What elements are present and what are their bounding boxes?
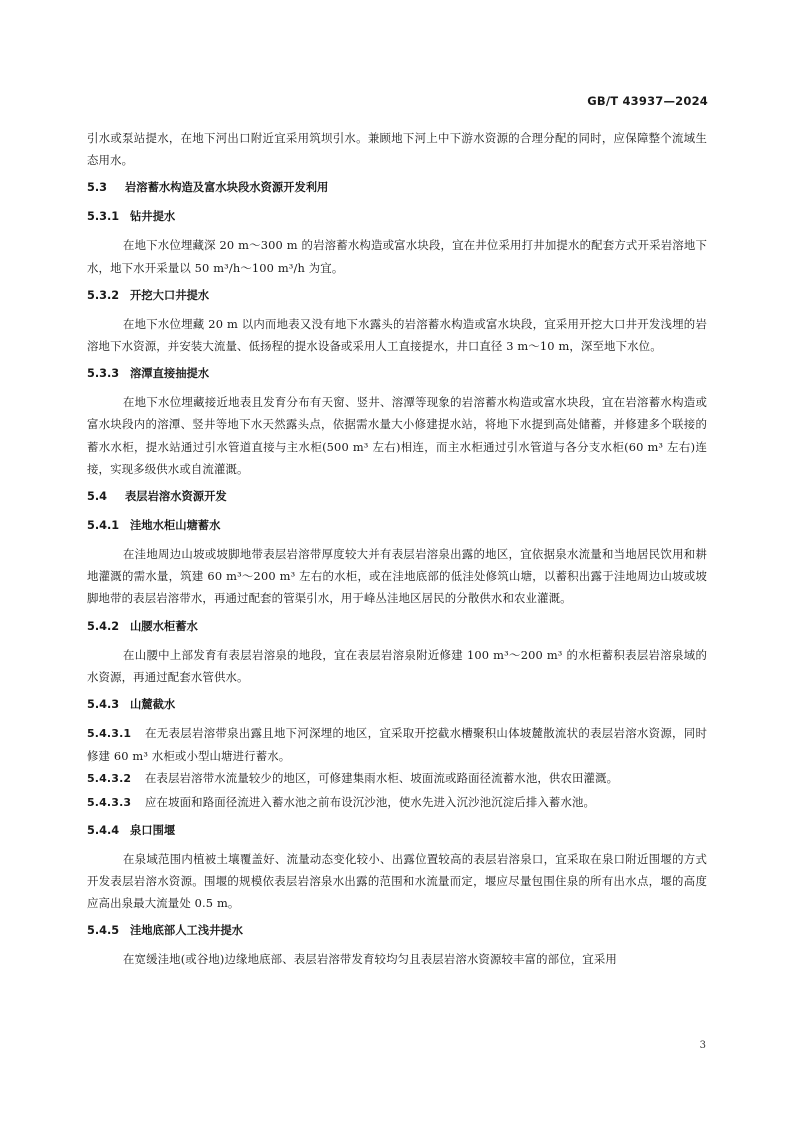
section-5-3-3-text: 在地下水位埋藏接近地表且发育分布有天窗、竖井、溶潭等现象的岩溶蓄水构造或富水块段，宜在岩溶蓄水构造或富水块段内的溶潭、竖井等地下水天然露头点，依据需水量大小修建提水站，将地下水提到高处储蓄，并修建多个联接的蓄水水柜，提水站通过引水管道直接与主水柜(500 m³ 左右)相连，而主水柜通过引水管道与各分支水柜(60 m³ 左右)连接，实现多级供水或自流灌溉。 (87, 395, 707, 476)
clause-text: 在无表层岩溶带泉出露且地下河深埋的地区，宜采取开挖截水槽聚积山体坡麓散流状的表层岩溶水资源，同时修建 60 m³ 水柜或小型山塘进行蓄水。 (87, 726, 707, 764)
section-5-4-4-heading (87, 822, 707, 840)
section-5-4-5-text: 在宽缓洼地(或谷地)边缘地底部、表层岩溶带发育较均匀且表层岩溶水资源较丰富的部位，宜采用 (123, 952, 617, 967)
section-number: 5.3 (87, 181, 108, 195)
section-5-4-1-heading (87, 517, 707, 535)
clause-text: 应在坡面和路面径流进入蓄水池之前布设沉沙池，使水先进入沉沙池沉淀后排入蓄水池。 (145, 794, 596, 809)
section-title: 表层岩溶水资源开发 (125, 490, 227, 504)
section-title: 溶潭直接抽提水 (130, 367, 210, 381)
section-5-4-5-heading (87, 922, 707, 940)
section-5-3-heading (87, 179, 707, 197)
section-title: 岩溶蓄水构造及富水块段水资源开发利用 (125, 181, 329, 195)
section-5-4-2-text: 在山腰中上部发育有表层岩溶泉的地段，宜在表层岩溶泉附近修建 100 m³～200 m³ 的水柜蓄积表层岩溶泉域的水资源，再通过配套水管供水。 (87, 647, 707, 684)
section-number: 5.4.5 (87, 924, 120, 938)
clause-text: 在表层岩溶带水流量较少的地区，可修建集雨水柜、坡面流或路面径流蓄水池，供农田灌溉。 (145, 771, 619, 786)
clause-number: 5.4.3.2 (87, 772, 132, 786)
section-number: 5.4.1 (87, 519, 120, 533)
section-5-3-2-heading (87, 287, 707, 305)
section-title: 山麓截水 (130, 698, 176, 712)
clause-number: 5.4.3.3 (87, 795, 132, 809)
intro-paragraph: 引水或泵站提水，在地下河出口附近宜采用筑坝引水。兼顾地下河上中下游水资源的合理分配的同时，应保障整个流域生态用水。 (87, 131, 707, 168)
section-5-3-3-heading (87, 365, 707, 383)
section-number: 5.4.3 (87, 698, 120, 712)
section-5-4-2-heading (87, 618, 707, 636)
clause-5-4-3-2 (87, 767, 707, 790)
section-5-4-1-text: 在洼地周边山坡或坡脚地带表层岩溶带厚度较大并有表层岩溶泉出露的地区，宜依据泉水流量和当地居民饮用和耕地灌溉的需水量，筑建 60 m³～200 m³ 左右的水柜，或在洼地底部的低洼处修筑山塘，以蓄积出露于洼地周边山坡或坡脚地带的表层岩溶带水，再通过配套的管渠引水，用于峰丛洼地区居民的分散供水和农业灌溉。 (87, 547, 707, 606)
section-title: 钻井提水 (130, 210, 176, 224)
section-title: 山腰水柜蓄水 (130, 619, 198, 633)
section-number: 5.4.4 (87, 823, 120, 837)
section-title: 洼地水柜山塘蓄水 (130, 519, 221, 533)
section-5-4-4-text: 在泉域范围内植被土壤覆盖好、流量动态变化较小、出露位置较高的表层岩溶泉口，宜采取在泉口附近围堰的方式开发表层岩溶水资源。围堰的规模依表层岩溶泉水出露的范围和水流量而定，堰应尽量包围住泉的所有出水点，堰的高度应高出泉最大流量处 0.5 m。 (87, 851, 707, 911)
section-number: 5.4 (87, 490, 108, 504)
section-number: 5.3.1 (87, 210, 120, 224)
clause-5-4-3-3 (87, 791, 707, 814)
section-title: 洼地底部人工浅井提水 (130, 924, 243, 938)
section-title: 泉口围堰 (130, 823, 176, 837)
document-body (87, 127, 707, 971)
section-title: 开挖大口井提水 (130, 288, 210, 302)
section-number: 5.4.2 (87, 619, 120, 633)
section-5-4-heading (87, 488, 707, 506)
section-number: 5.3.2 (87, 288, 120, 302)
section-number: 5.3.3 (87, 367, 120, 381)
clause-number: 5.4.3.1 (87, 727, 132, 741)
section-5-3-2-text: 在地下水位埋藏 20 m 以内而地表又没有地下水露头的岩溶蓄水构造或富水块段，宜采用开挖大口井开发浅埋的岩溶地下水资源，并安装大流量、低扬程的提水设备或采用人工直接提水，井口直径 3 m～10 m，深至地下水位。 (87, 316, 707, 354)
section-5-4-3-heading (87, 696, 707, 714)
section-5-3-1-text: 在地下水位埋藏深 20 m～300 m 的岩溶蓄水构造或富水块段，宜在井位采用打井加提水的配套方式开采岩溶地下水，地下水开采量以 50 m³/h～100 m³/h 为宜。 (87, 238, 707, 275)
clause-5-4-3-1 (87, 722, 707, 767)
page-number: 3 (699, 1040, 706, 1051)
standard-code: GB/T 43937—2024 (587, 94, 708, 108)
section-5-3-1-heading (87, 208, 707, 226)
